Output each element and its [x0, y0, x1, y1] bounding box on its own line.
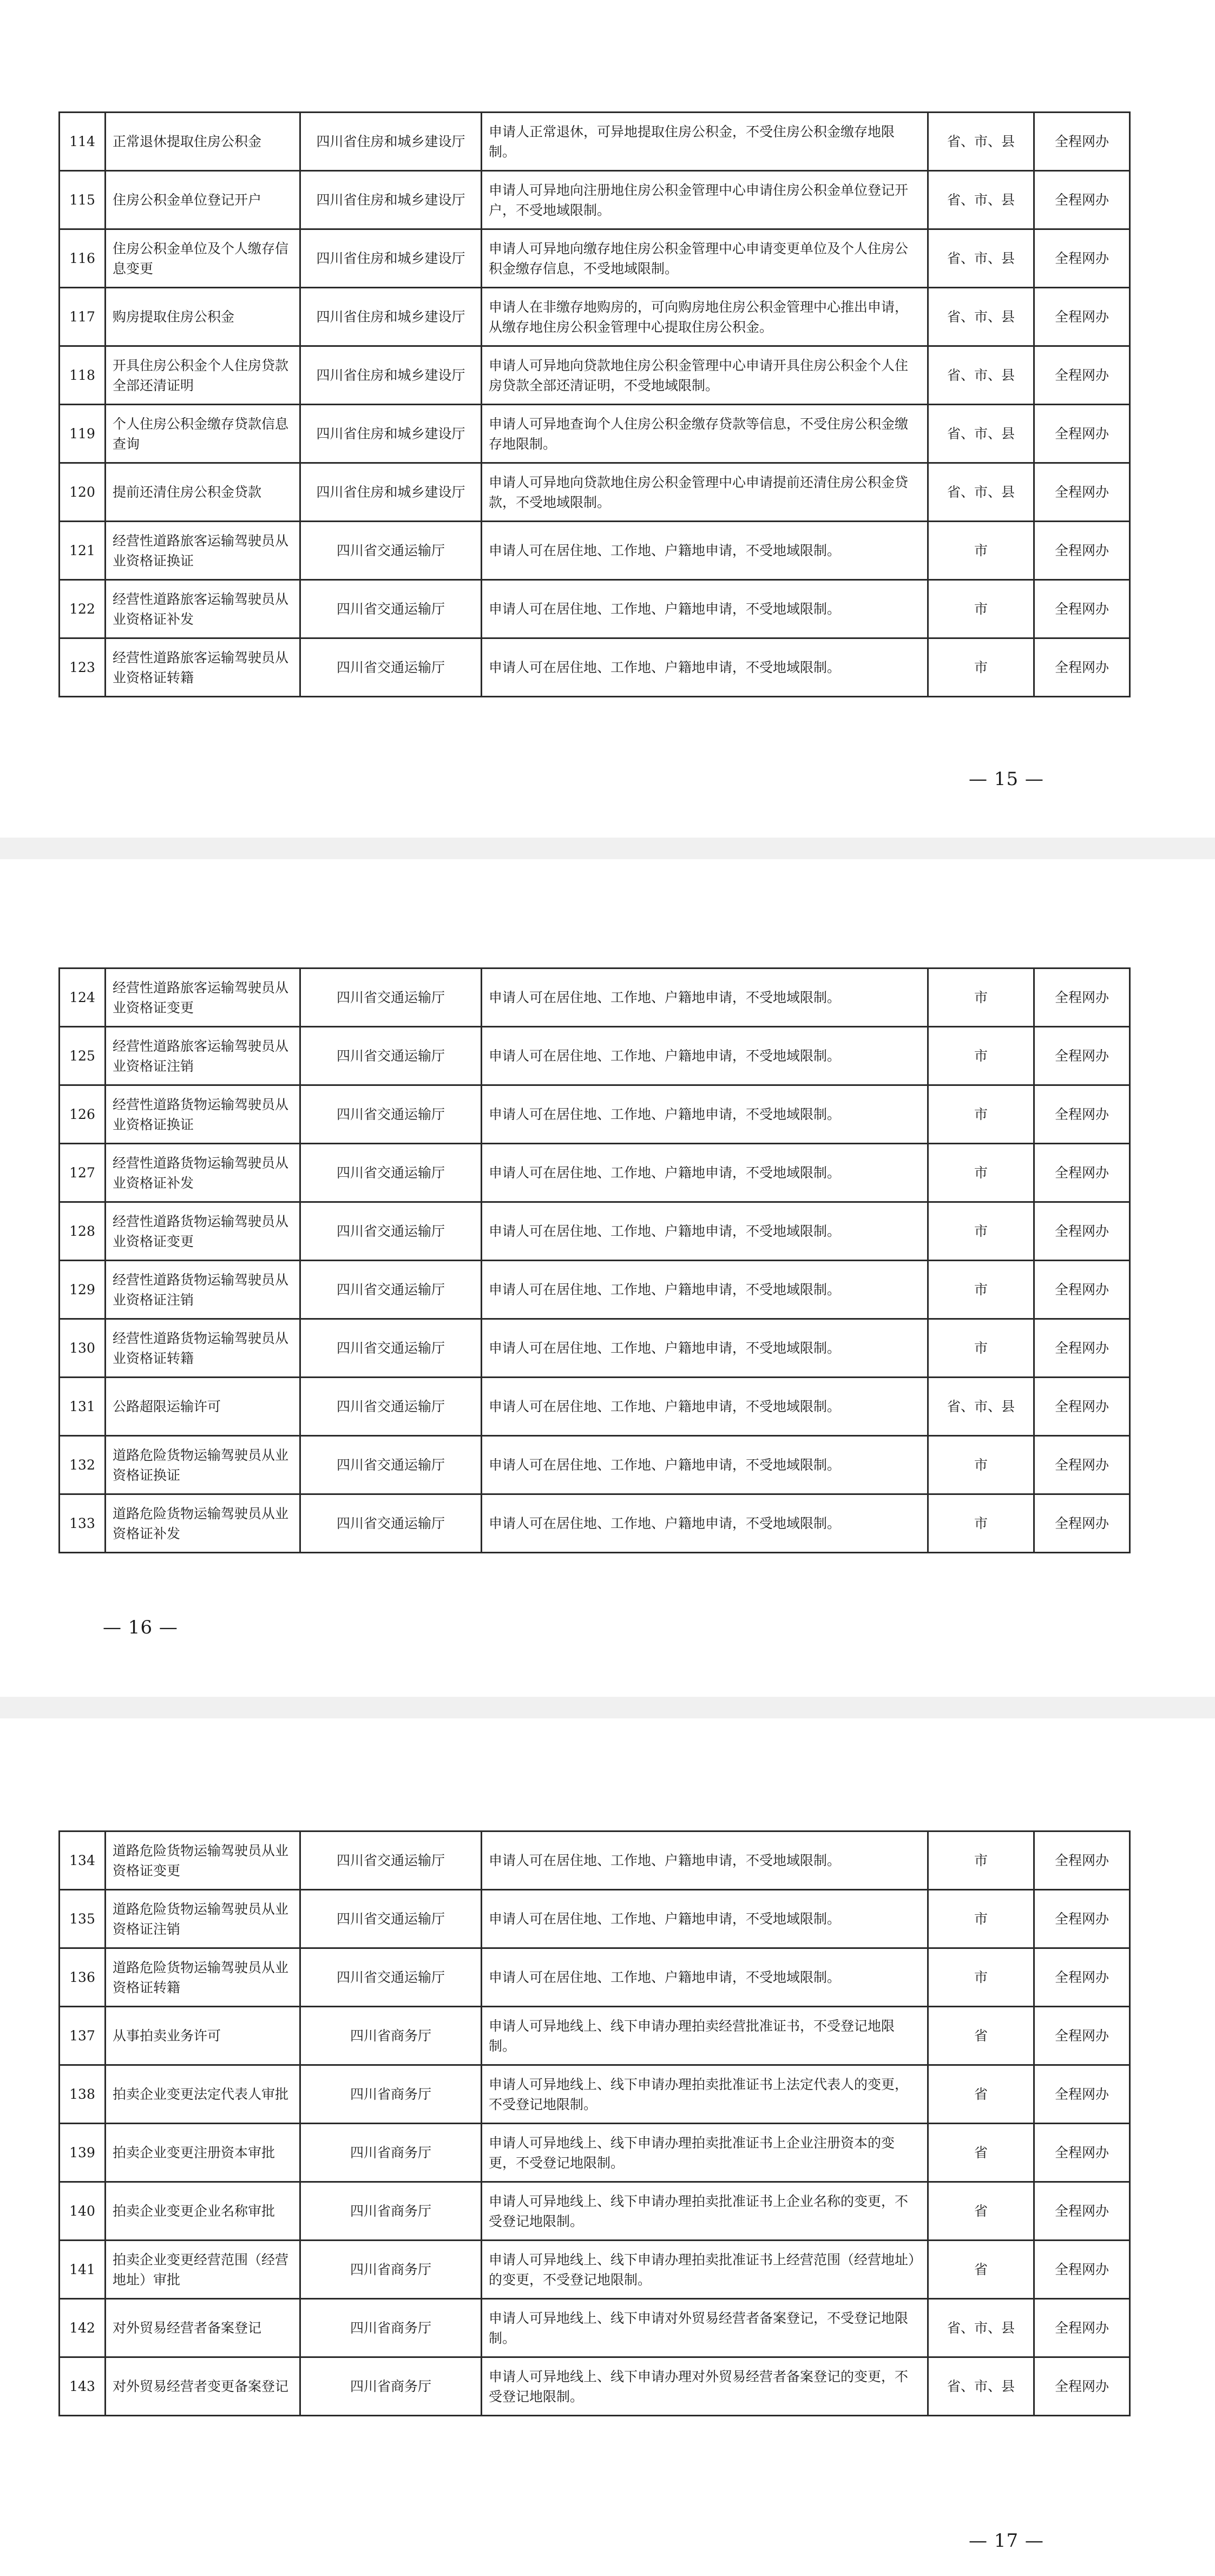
row-number: 127 [60, 1144, 106, 1202]
handling-mode: 全程网办 [1034, 1494, 1130, 1553]
handling-mode: 全程网办 [1034, 171, 1130, 229]
department: 四川省交通运输厅 [300, 1261, 482, 1319]
service-level: 省、市、县 [928, 113, 1034, 171]
department: 四川省交通运输厅 [300, 1319, 482, 1378]
remark: 申请人可异地向缴存地住房公积金管理中心申请变更单位及个人住房公积金缴存信息，不受地域限制。 [482, 229, 928, 288]
row-number: 124 [60, 969, 106, 1027]
service-level: 市 [928, 1436, 1034, 1494]
document-page-16 [0, 859, 1215, 1697]
service-name: 提前还清住房公积金贷款 [106, 463, 300, 522]
table-row [60, 2241, 1130, 2299]
service-table [58, 111, 1131, 697]
page-number: — 15 — [969, 768, 1044, 790]
service-name: 个人住房公积金缴存贷款信息查询 [106, 405, 300, 463]
table-row [60, 2299, 1130, 2357]
table-row [60, 580, 1130, 638]
service-level: 省 [928, 2065, 1034, 2124]
remark: 申请人正常退休，可异地提取住房公积金，不受住房公积金缴存地限制。 [482, 113, 928, 171]
row-number: 129 [60, 1261, 106, 1319]
handling-mode: 全程网办 [1034, 1144, 1130, 1202]
remark: 申请人可异地线上、线下申请办理拍卖经营批准证书，不受登记地限制。 [482, 2007, 928, 2065]
remark: 申请人可异地向贷款地住房公积金管理中心申请开具住房公积金个人住房贷款全部还清证明，不受地域限制。 [482, 346, 928, 405]
service-name: 经营性道路货物运输驾驶员从业资格证补发 [106, 1144, 300, 1202]
service-level: 市 [928, 1890, 1034, 1948]
handling-mode: 全程网办 [1034, 1948, 1130, 2007]
handling-mode: 全程网办 [1034, 2124, 1130, 2182]
handling-mode: 全程网办 [1034, 638, 1130, 697]
handling-mode: 全程网办 [1034, 2241, 1130, 2299]
handling-mode: 全程网办 [1034, 1202, 1130, 1261]
remark: 申请人可在居住地、工作地、户籍地申请，不受地域限制。 [482, 1027, 928, 1085]
row-number: 116 [60, 229, 106, 288]
service-name: 经营性道路旅客运输驾驶员从业资格证换证 [106, 522, 300, 580]
row-number: 120 [60, 463, 106, 522]
row-number: 140 [60, 2182, 106, 2241]
service-name: 道路危险货物运输驾驶员从业资格证注销 [106, 1890, 300, 1948]
row-number: 135 [60, 1890, 106, 1948]
handling-mode: 全程网办 [1034, 580, 1130, 638]
table-row [60, 113, 1130, 171]
remark: 申请人可异地查询个人住房公积金缴存贷款等信息，不受住房公积金缴存地限制。 [482, 405, 928, 463]
service-name: 经营性道路货物运输驾驶员从业资格证注销 [106, 1261, 300, 1319]
service-level: 市 [928, 638, 1034, 697]
table-row [60, 1831, 1130, 1890]
department: 四川省商务厅 [300, 2182, 482, 2241]
row-number: 142 [60, 2299, 106, 2357]
table-body [60, 969, 1130, 1553]
handling-mode: 全程网办 [1034, 2007, 1130, 2065]
table-row [60, 1494, 1130, 1553]
department: 四川省交通运输厅 [300, 1378, 482, 1436]
remark: 申请人可在居住地、工作地、户籍地申请，不受地域限制。 [482, 1948, 928, 2007]
row-number: 114 [60, 113, 106, 171]
service-level: 省、市、县 [928, 463, 1034, 522]
table-row [60, 522, 1130, 580]
department: 四川省交通运输厅 [300, 1085, 482, 1144]
remark: 申请人可在居住地、工作地、户籍地申请，不受地域限制。 [482, 638, 928, 697]
row-number: 141 [60, 2241, 106, 2299]
row-number: 122 [60, 580, 106, 638]
service-name: 经营性道路货物运输驾驶员从业资格证变更 [106, 1202, 300, 1261]
service-level: 市 [928, 1319, 1034, 1378]
service-name: 经营性道路旅客运输驾驶员从业资格证变更 [106, 969, 300, 1027]
service-name: 拍卖企业变更注册资本审批 [106, 2124, 300, 2182]
department: 四川省交通运输厅 [300, 1202, 482, 1261]
service-level: 省、市、县 [928, 171, 1034, 229]
department: 四川省交通运输厅 [300, 1948, 482, 2007]
handling-mode: 全程网办 [1034, 1319, 1130, 1378]
service-level: 省 [928, 2007, 1034, 2065]
service-name: 住房公积金单位及个人缴存信息变更 [106, 229, 300, 288]
remark: 申请人可在居住地、工作地、户籍地申请，不受地域限制。 [482, 580, 928, 638]
service-name: 拍卖企业变更法定代表人审批 [106, 2065, 300, 2124]
remark: 申请人可在居住地、工作地、户籍地申请，不受地域限制。 [482, 1494, 928, 1553]
table-row [60, 346, 1130, 405]
handling-mode: 全程网办 [1034, 405, 1130, 463]
document-page-17 [0, 1718, 1215, 2576]
row-number: 131 [60, 1378, 106, 1436]
department: 四川省交通运输厅 [300, 1831, 482, 1890]
service-name: 正常退休提取住房公积金 [106, 113, 300, 171]
service-name: 经营性道路旅客运输驾驶员从业资格证转籍 [106, 638, 300, 697]
handling-mode: 全程网办 [1034, 346, 1130, 405]
department: 四川省住房和城乡建设厅 [300, 288, 482, 346]
service-level: 省、市、县 [928, 2357, 1034, 2416]
handling-mode: 全程网办 [1034, 969, 1130, 1027]
service-table [58, 967, 1131, 1553]
remark: 申请人可在居住地、工作地、户籍地申请，不受地域限制。 [482, 1085, 928, 1144]
service-level: 市 [928, 580, 1034, 638]
department: 四川省住房和城乡建设厅 [300, 113, 482, 171]
service-level: 省、市、县 [928, 405, 1034, 463]
handling-mode: 全程网办 [1034, 522, 1130, 580]
handling-mode: 全程网办 [1034, 288, 1130, 346]
table-row [60, 1378, 1130, 1436]
service-table [58, 1830, 1131, 2416]
department: 四川省住房和城乡建设厅 [300, 463, 482, 522]
service-name: 拍卖企业变更经营范围（经营地址）审批 [106, 2241, 300, 2299]
service-name: 经营性道路货物运输驾驶员从业资格证转籍 [106, 1319, 300, 1378]
row-number: 139 [60, 2124, 106, 2182]
service-level: 市 [928, 1085, 1034, 1144]
remark: 申请人可在居住地、工作地、户籍地申请，不受地域限制。 [482, 1261, 928, 1319]
department: 四川省交通运输厅 [300, 638, 482, 697]
service-name: 道路危险货物运输驾驶员从业资格证变更 [106, 1831, 300, 1890]
service-name: 道路危险货物运输驾驶员从业资格证转籍 [106, 1948, 300, 2007]
department: 四川省商务厅 [300, 2241, 482, 2299]
department: 四川省交通运输厅 [300, 1144, 482, 1202]
table-row [60, 463, 1130, 522]
handling-mode: 全程网办 [1034, 1261, 1130, 1319]
handling-mode: 全程网办 [1034, 2299, 1130, 2357]
service-name: 经营性道路货物运输驾驶员从业资格证换证 [106, 1085, 300, 1144]
table-row [60, 1202, 1130, 1261]
remark: 申请人可异地线上、线下申请办理拍卖批准证书上法定代表人的变更，不受登记地限制。 [482, 2065, 928, 2124]
remark: 申请人可异地线上、线下申请办理拍卖批准证书上企业名称的变更，不受登记地限制。 [482, 2182, 928, 2241]
service-level: 省、市、县 [928, 1378, 1034, 1436]
handling-mode: 全程网办 [1034, 2182, 1130, 2241]
handling-mode: 全程网办 [1034, 1831, 1130, 1890]
table-row [60, 638, 1130, 697]
service-level: 市 [928, 969, 1034, 1027]
row-number: 118 [60, 346, 106, 405]
row-number: 121 [60, 522, 106, 580]
service-name: 从事拍卖业务许可 [106, 2007, 300, 2065]
row-number: 137 [60, 2007, 106, 2065]
department: 四川省住房和城乡建设厅 [300, 346, 482, 405]
table-row [60, 171, 1130, 229]
row-number: 133 [60, 1494, 106, 1553]
row-number: 136 [60, 1948, 106, 2007]
table-row [60, 1948, 1130, 2007]
department: 四川省住房和城乡建设厅 [300, 229, 482, 288]
page-number: — 17 — [969, 2530, 1044, 2552]
service-name: 道路危险货物运输驾驶员从业资格证补发 [106, 1494, 300, 1553]
department: 四川省商务厅 [300, 2357, 482, 2416]
department: 四川省交通运输厅 [300, 580, 482, 638]
row-number: 125 [60, 1027, 106, 1085]
service-name: 对外贸易经营者备案登记 [106, 2299, 300, 2357]
table-row [60, 1319, 1130, 1378]
department: 四川省商务厅 [300, 2124, 482, 2182]
table-row [60, 2357, 1130, 2416]
service-level: 省 [928, 2124, 1034, 2182]
service-level: 市 [928, 1948, 1034, 2007]
table-body [60, 113, 1130, 697]
department: 四川省交通运输厅 [300, 1494, 482, 1553]
service-level: 市 [928, 1261, 1034, 1319]
handling-mode: 全程网办 [1034, 1436, 1130, 1494]
department: 四川省交通运输厅 [300, 1027, 482, 1085]
row-number: 128 [60, 1202, 106, 1261]
handling-mode: 全程网办 [1034, 2065, 1130, 2124]
service-name: 经营性道路旅客运输驾驶员从业资格证注销 [106, 1027, 300, 1085]
department: 四川省交通运输厅 [300, 522, 482, 580]
service-level: 省、市、县 [928, 2299, 1034, 2357]
department: 四川省商务厅 [300, 2065, 482, 2124]
department: 四川省交通运输厅 [300, 1890, 482, 1948]
department: 四川省住房和城乡建设厅 [300, 405, 482, 463]
remark: 申请人可异地线上、线下申请办理拍卖批准证书上企业注册资本的变更，不受登记地限制。 [482, 2124, 928, 2182]
row-number: 143 [60, 2357, 106, 2416]
handling-mode: 全程网办 [1034, 113, 1130, 171]
row-number: 130 [60, 1319, 106, 1378]
row-number: 138 [60, 2065, 106, 2124]
remark: 申请人可在居住地、工作地、户籍地申请，不受地域限制。 [482, 1202, 928, 1261]
table-row [60, 1890, 1130, 1948]
service-name: 开具住房公积金个人住房贷款全部还清证明 [106, 346, 300, 405]
remark: 申请人可在居住地、工作地、户籍地申请，不受地域限制。 [482, 522, 928, 580]
remark: 申请人在非缴存地购房的，可向购房地住房公积金管理中心推出申请，从缴存地住房公积金管理中心提取住房公积金。 [482, 288, 928, 346]
handling-mode: 全程网办 [1034, 1890, 1130, 1948]
row-number: 115 [60, 171, 106, 229]
remark: 申请人可异地线上、线下申请办理拍卖批准证书上经营范围（经营地址）的变更，不受登记地限制。 [482, 2241, 928, 2299]
table-row [60, 2124, 1130, 2182]
row-number: 134 [60, 1831, 106, 1890]
table-row [60, 969, 1130, 1027]
remark: 申请人可异地线上、线下申请对外贸易经营者备案登记，不受登记地限制。 [482, 2299, 928, 2357]
service-name: 对外贸易经营者变更备案登记 [106, 2357, 300, 2416]
department: 四川省商务厅 [300, 2299, 482, 2357]
handling-mode: 全程网办 [1034, 1085, 1130, 1144]
table-row [60, 1436, 1130, 1494]
handling-mode: 全程网办 [1034, 463, 1130, 522]
service-level: 省、市、县 [928, 346, 1034, 405]
table-body [60, 1831, 1130, 2416]
row-number: 123 [60, 638, 106, 697]
row-number: 119 [60, 405, 106, 463]
service-level: 市 [928, 1494, 1034, 1553]
remark: 申请人可在居住地、工作地、户籍地申请，不受地域限制。 [482, 1831, 928, 1890]
service-name: 住房公积金单位登记开户 [106, 171, 300, 229]
department: 四川省交通运输厅 [300, 969, 482, 1027]
department: 四川省商务厅 [300, 2007, 482, 2065]
document-page-15 [0, 0, 1215, 838]
table-row [60, 1144, 1130, 1202]
table-row [60, 1027, 1130, 1085]
remark: 申请人可异地向注册地住房公积金管理中心申请住房公积金单位登记开户，不受地域限制。 [482, 171, 928, 229]
service-level: 市 [928, 1027, 1034, 1085]
service-name: 经营性道路旅客运输驾驶员从业资格证补发 [106, 580, 300, 638]
service-level: 省 [928, 2182, 1034, 2241]
service-name: 道路危险货物运输驾驶员从业资格证换证 [106, 1436, 300, 1494]
service-name: 公路超限运输许可 [106, 1378, 300, 1436]
department: 四川省交通运输厅 [300, 1436, 482, 1494]
service-name: 购房提取住房公积金 [106, 288, 300, 346]
page-number: — 16 — [103, 1617, 178, 1638]
service-name: 拍卖企业变更企业名称审批 [106, 2182, 300, 2241]
table-row [60, 229, 1130, 288]
table-row [60, 2065, 1130, 2124]
service-level: 市 [928, 1831, 1034, 1890]
service-level: 市 [928, 522, 1034, 580]
row-number: 132 [60, 1436, 106, 1494]
service-level: 省、市、县 [928, 229, 1034, 288]
remark: 申请人可异地线上、线下申请办理对外贸易经营者备案登记的变更，不受登记地限制。 [482, 2357, 928, 2416]
remark: 申请人可在居住地、工作地、户籍地申请，不受地域限制。 [482, 1144, 928, 1202]
handling-mode: 全程网办 [1034, 2357, 1130, 2416]
service-level: 市 [928, 1144, 1034, 1202]
remark: 申请人可异地向贷款地住房公积金管理中心申请提前还清住房公积金贷款，不受地域限制。 [482, 463, 928, 522]
handling-mode: 全程网办 [1034, 1378, 1130, 1436]
table-row [60, 2007, 1130, 2065]
service-level: 省 [928, 2241, 1034, 2299]
row-number: 126 [60, 1085, 106, 1144]
table-row [60, 405, 1130, 463]
remark: 申请人可在居住地、工作地、户籍地申请，不受地域限制。 [482, 1890, 928, 1948]
table-row [60, 1085, 1130, 1144]
remark: 申请人可在居住地、工作地、户籍地申请，不受地域限制。 [482, 1378, 928, 1436]
handling-mode: 全程网办 [1034, 1027, 1130, 1085]
handling-mode: 全程网办 [1034, 229, 1130, 288]
remark: 申请人可在居住地、工作地、户籍地申请，不受地域限制。 [482, 969, 928, 1027]
service-level: 市 [928, 1202, 1034, 1261]
department: 四川省住房和城乡建设厅 [300, 171, 482, 229]
table-row [60, 2182, 1130, 2241]
row-number: 117 [60, 288, 106, 346]
table-row [60, 1261, 1130, 1319]
service-level: 省、市、县 [928, 288, 1034, 346]
remark: 申请人可在居住地、工作地、户籍地申请，不受地域限制。 [482, 1436, 928, 1494]
remark: 申请人可在居住地、工作地、户籍地申请，不受地域限制。 [482, 1319, 928, 1378]
table-row [60, 288, 1130, 346]
